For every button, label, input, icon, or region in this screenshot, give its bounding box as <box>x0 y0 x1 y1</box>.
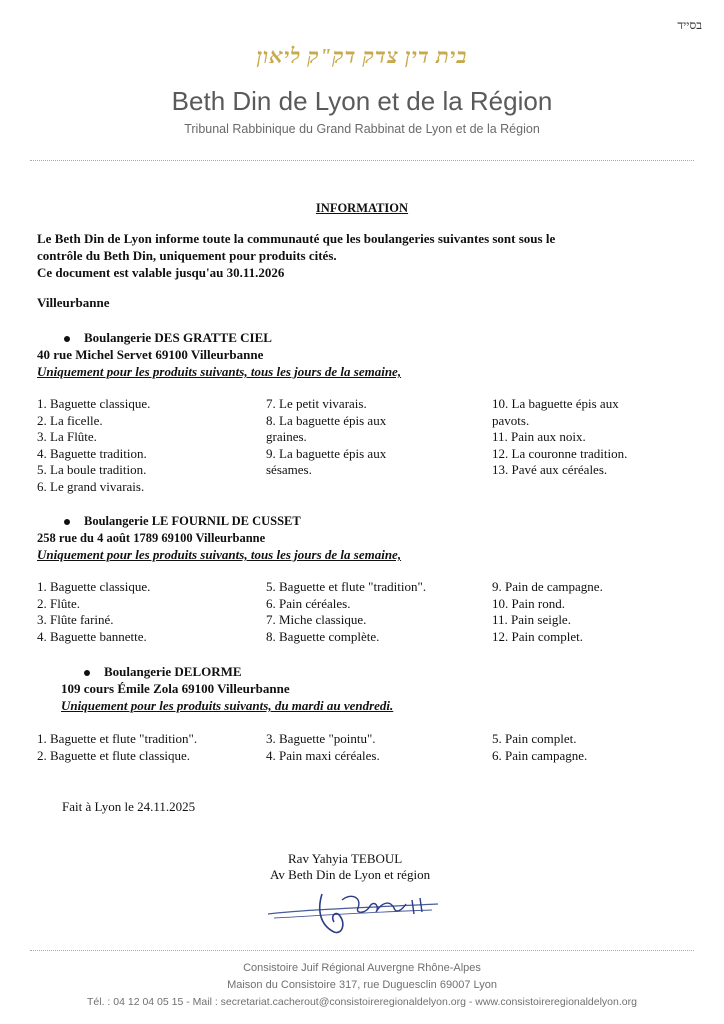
list-item: 6. Pain campagne. <box>492 747 588 763</box>
signature-image <box>262 880 452 940</box>
bakery-2-name-text: Boulangerie LE FOURNIL DE CUSSET <box>84 514 301 528</box>
bakery-2-col-3 <box>492 579 603 645</box>
list-item: 2. La ficelle. <box>37 412 103 428</box>
footer-divider <box>30 950 694 951</box>
bullet-icon <box>64 519 70 525</box>
bullet-icon <box>84 670 90 676</box>
bakery-3-name-text: Boulangerie DELORME <box>104 664 242 679</box>
list-item: 8. Baguette complète. <box>266 628 380 644</box>
bakery-3-condition: Uniquement pour les produits suivants, du mardi au vendredi. <box>61 698 394 713</box>
footer-address: Maison du Consistoire 317, rue Duguesclin 69007 Lyon <box>227 979 497 991</box>
list-item: 5. Pain complet. <box>492 731 577 746</box>
bakery-2-col-2 <box>266 579 426 645</box>
list-item: 4. Pain maxi céréales. <box>266 747 380 763</box>
list-item: 2. Baguette et flute classique. <box>37 747 191 763</box>
list-item: 8. La baguette épis aux <box>266 412 387 428</box>
list-item: 1. Baguette et flute "tradition". <box>37 731 198 746</box>
bakery-1-address: 40 rue Michel Servet 69100 Villeurbanne <box>37 347 264 362</box>
intro-line-3: Ce document est valable jusqu'au 30.11.2026 <box>37 265 285 280</box>
org-title: Beth Din de Lyon et de la Région <box>171 86 553 116</box>
bakery-3-col-3 <box>492 731 587 764</box>
list-item: 6. Pain céréales. <box>266 595 351 611</box>
list-item: 2. Flûte. <box>37 595 80 611</box>
footer-contact: Tél. : 04 12 04 05 15 - Mail : secretariat.cacherout@consistoireregionaldelyon.org - www.consistoireregionaldelyon.org <box>87 996 637 1008</box>
list-item: graines. <box>266 429 307 444</box>
bakery-3-col-1 <box>37 731 197 764</box>
list-item: 5. Baguette et flute "tradition". <box>266 579 427 594</box>
signatory-name: Rav Yahyia TEBOUL <box>288 851 403 866</box>
list-item: 9. Pain de campagne. <box>492 579 603 594</box>
bakery-1-col-1 <box>37 396 150 495</box>
bakery-2-address: 258 rue du 4 août 1789 69100 Villeurbanne <box>37 531 266 545</box>
header-divider <box>30 160 694 161</box>
list-item: 9. La baguette épis aux <box>266 445 387 461</box>
city-heading: Villeurbanne <box>37 295 110 310</box>
document-title: INFORMATION <box>315 201 409 215</box>
list-item: 1. Baguette classique. <box>37 396 151 411</box>
list-item: 10. Pain rond. <box>492 595 565 611</box>
intro-line-2: contrôle du Beth Din, uniquement pour produits cités. <box>37 248 337 263</box>
bakery-3-name <box>84 664 242 680</box>
list-item: 3. Flûte fariné. <box>37 612 114 627</box>
bakery-1-name <box>64 330 272 346</box>
bakery-2-condition: Uniquement pour les produits suivants, tous les jours de la semaine, <box>37 547 402 562</box>
list-item: 5. La boule tradition. <box>37 462 147 477</box>
list-item: 11. Pain seigle. <box>492 612 571 627</box>
list-item: 12. Pain complet. <box>492 628 583 644</box>
hebrew-title: בית דין צדק דק"ק ליאון <box>256 44 468 68</box>
bakery-3-col-2 <box>266 731 380 764</box>
intro-line-1: Le Beth Din de Lyon informe toute la communauté que les boulangeries suivantes sont sous le <box>37 231 556 246</box>
signing-date: Fait à Lyon le 24.11.2025 <box>62 799 196 814</box>
bsd-mark: בסייד <box>677 18 702 32</box>
bakery-1-col-3 <box>492 396 627 479</box>
list-item: 11. Pain aux noix. <box>492 429 586 444</box>
bakery-1-name-text: Boulangerie DES GRATTE CIEL <box>84 330 272 345</box>
list-item: 10. La baguette épis aux <box>492 396 619 411</box>
bakery-3-address: 109 cours Émile Zola 69100 Villeurbanne <box>61 681 290 696</box>
list-item: 13. Pavé aux céréales. <box>492 462 608 477</box>
signatory-title: Av Beth Din de Lyon et région <box>270 867 431 882</box>
list-item: sésames. <box>266 462 312 477</box>
list-item: 3. La Flûte. <box>37 429 97 444</box>
list-item: 6. Le grand vivarais. <box>37 478 145 494</box>
list-item: 4. Baguette tradition. <box>37 445 147 461</box>
bakery-1-condition: Uniquement pour les produits suivants, tous les jours de la semaine, <box>37 364 402 379</box>
list-item: 12. La couronne tradition. <box>492 445 628 461</box>
footer-org: Consistoire Juif Régional Auvergne Rhône-Alpes <box>243 962 481 974</box>
list-item: 7. Miche classique. <box>266 612 367 627</box>
bakery-1-col-2 <box>266 396 386 479</box>
list-item: 3. Baguette "pointu". <box>266 731 376 746</box>
list-item: 1. Baguette classique. <box>37 579 151 594</box>
org-subtitle: Tribunal Rabbinique du Grand Rabbinat de Lyon et de la Région <box>184 122 540 136</box>
bakery-2-col-1 <box>37 579 150 645</box>
bullet-icon <box>64 336 70 342</box>
bakery-2-name <box>64 514 301 529</box>
list-item: pavots. <box>492 412 530 428</box>
list-item: 7. Le petit vivarais. <box>266 396 367 411</box>
list-item: 4. Baguette bannette. <box>37 628 147 644</box>
